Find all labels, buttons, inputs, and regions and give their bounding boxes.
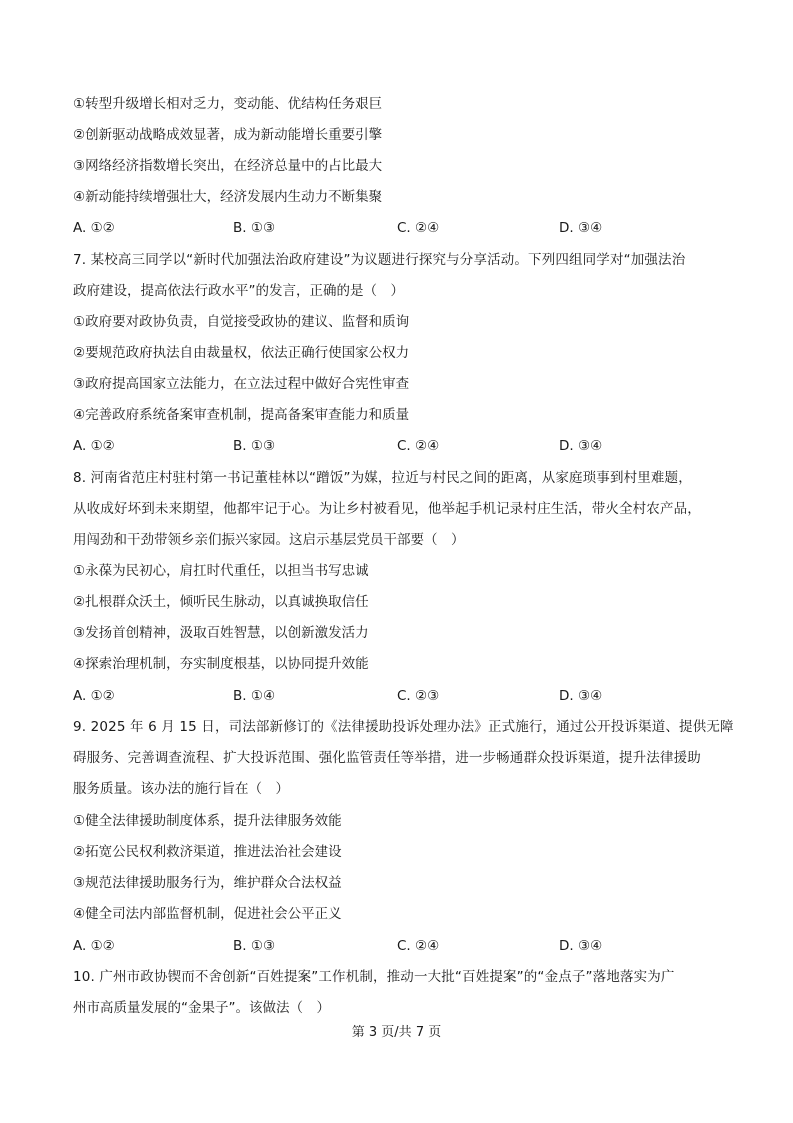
q9-item-3: ③规范法律援助服务行为，维护群众合法权益 (73, 875, 342, 891)
q9-options (73, 936, 713, 956)
q7-option-c: C. ②④ (397, 438, 440, 454)
q9-item-1: ①健全法律援助制度体系，提升法律服务效能 (73, 813, 342, 829)
q9-stem-line-2: 碍服务、完善调查流程、扩大投诉范围、强化监管责任等举措，进一步畅通群众投诉渠道，提升法律援助 (73, 750, 701, 766)
q6-option-c: C. ②④ (397, 220, 440, 236)
q7-item-4: ④完善政府系统备案审查机制，提高备案审查能力和质量 (73, 407, 410, 423)
q7-option-a: A. ①② (73, 438, 115, 454)
q10-stem-line-2: 州市高质量发展的“金果子”。该做法（ ） (73, 1000, 330, 1016)
q9-option-d: D. ③④ (559, 938, 603, 954)
q6-option-a: A. ①② (73, 220, 115, 236)
q8-item-4: ④探索治理机制，夯实制度根基，以协同提升效能 (73, 656, 369, 672)
q8-item-1: ①永葆为民初心，肩扛时代重任，以担当书写忠诚 (73, 563, 369, 579)
q6-option-d: D. ③④ (559, 220, 603, 236)
q6-item-1: ①转型升级增长相对乏力，变动能、优结构任务艰巨 (73, 96, 383, 112)
q8-option-b: B. ①④ (233, 688, 276, 704)
q7-stem-line-1: 7. 某校高三同学以“新时代加强法治政府建设”为议题进行探究与分享活动。下列四组同学对“加强法治 (73, 252, 686, 268)
q9-item-2: ②拓宽公民权利救济渠道，推进法治社会建设 (73, 844, 342, 860)
q7-stem-line-2: 政府建设，提高依法行政水平”的发言，正确的是（ ） (73, 283, 404, 299)
q7-option-d: D. ③④ (559, 438, 603, 454)
q6-item-2: ②创新驱动战略成效显著，成为新动能增长重要引擎 (73, 127, 383, 143)
q7-option-b: B. ①③ (233, 438, 276, 454)
q6-options (73, 218, 713, 238)
q6-option-b: B. ①③ (233, 220, 276, 236)
q8-option-c: C. ②③ (397, 688, 440, 704)
q9-item-4: ④健全司法内部监督机制，促进社会公平正义 (73, 906, 342, 922)
q9-option-b: B. ①③ (233, 938, 276, 954)
q8-stem-line-2: 从收成好坏到未来期望，他都牢记于心。为让乡村被看见，他举起手机记录村庄生活，带火全村农产品， (73, 501, 701, 517)
q9-stem-line-3: 服务质量。该办法的施行旨在（ ） (73, 781, 289, 797)
q8-stem-line-3: 用闯劲和干劲带领乡亲们振兴家园。这启示基层党员干部要（ ） (73, 532, 465, 548)
q6-item-3: ③网络经济指数增长突出，在经济总量中的占比最大 (73, 158, 383, 174)
q8-item-2: ②扎根群众沃土，倾听民生脉动，以真诚换取信任 (73, 594, 369, 610)
q7-options (73, 436, 713, 456)
page-number: 第 3 页/共 7 页 (351, 1025, 442, 1040)
q7-item-2: ②要规范政府执法自由裁量权，依法正确行使国家公权力 (73, 345, 410, 361)
q10-stem-line-1: 10. 广州市政协锲而不舍创新“百姓提案”工作机制，推动一大批“百姓提案”的“金点子”落地落实为广 (73, 969, 675, 985)
q8-stem-line-1: 8. 河南省范庄村驻村第一书记董桂林以“蹭饭”为媒，拉近与村民之间的距离，从家庭琐事到村里难题， (73, 470, 692, 486)
q7-item-1: ①政府要对政协负责，自觉接受政协的建议、监督和质询 (73, 314, 410, 330)
q6-item-4: ④新动能持续增强壮大，经济发展内生动力不断集聚 (73, 189, 383, 205)
q9-stem-line-1: 9. 2025 年 6 月 15 日，司法部新修订的《法律援助投诉处理办法》正式施行，通过公开投诉渠道、提供无障 (73, 719, 734, 735)
q9-option-a: A. ①② (73, 938, 115, 954)
q8-option-a: A. ①② (73, 688, 115, 704)
q7-item-3: ③政府提高国家立法能力，在立法过程中做好合宪性审查 (73, 376, 410, 392)
q8-options (73, 686, 713, 706)
q9-option-c: C. ②④ (397, 938, 440, 954)
q8-option-d: D. ③④ (559, 688, 603, 704)
q8-item-3: ③发扬首创精神，汲取百姓智慧，以创新激发活力 (73, 625, 369, 641)
